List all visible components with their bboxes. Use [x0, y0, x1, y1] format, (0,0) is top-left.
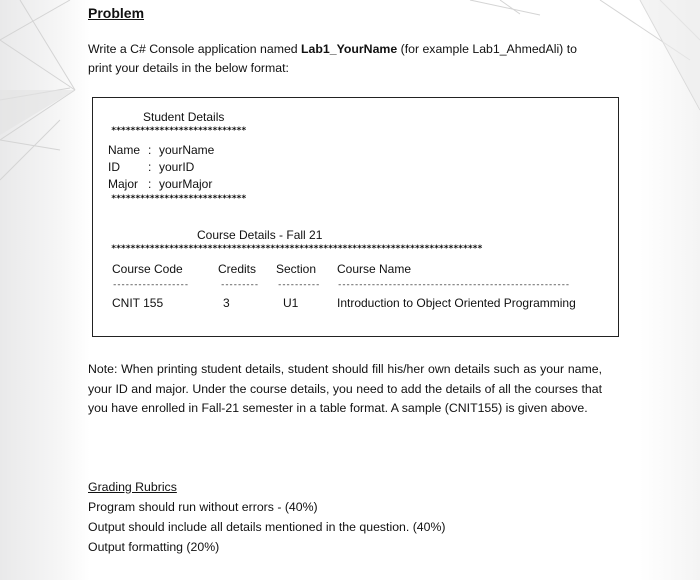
id-sep: : — [148, 160, 152, 174]
course-details-heading: Course Details - Fall 21 — [197, 228, 323, 242]
col-section: Section — [276, 262, 317, 276]
major-sep: : — [148, 177, 152, 191]
dash-section: ---------- — [277, 280, 320, 290]
major-value: yourMajor — [159, 177, 213, 191]
id-label: ID — [108, 160, 120, 174]
stars-divider-1: **************************** — [111, 126, 246, 136]
id-value: yourID — [159, 160, 195, 174]
row-section: U1 — [283, 296, 299, 310]
intro-suffix: (for example Lab1_AhmedAli) to — [397, 42, 577, 56]
rubric-item: Program should run without errors - (40%) — [88, 500, 318, 514]
intro-paragraph — [88, 40, 608, 78]
dash-course-name: ------------------------------------------------------- — [337, 280, 570, 290]
col-course-code: Course Code — [112, 262, 183, 276]
row-course-name: Introduction to Object Oriented Programming — [337, 296, 576, 310]
stars-divider-2: **************************** — [111, 194, 246, 204]
stars-divider-long: ***************************************************************************** — [111, 244, 483, 254]
major-label: Major — [108, 177, 139, 191]
col-credits: Credits — [218, 262, 257, 276]
note-paragraph: Note: When printing student details, student should fill his/her own details such as your name, your ID and major. Under the course details, you need to add the details of all the courses that you have enrolled in Fall-21 semester in a table format. A sample (CNIT155) is given above. — [88, 362, 602, 415]
row-credits: 3 — [223, 296, 230, 310]
console-output-box — [92, 97, 619, 337]
rubric-item: Output formatting (20%) — [88, 540, 220, 554]
name-value: yourName — [159, 143, 215, 157]
intro-line2: print your details in the below format: — [88, 61, 289, 75]
name-sep: : — [148, 143, 152, 157]
row-course-code: CNIT 155 — [112, 296, 164, 310]
rubric-item: Output should include all details mentioned in the question. (40%) — [88, 520, 446, 534]
student-details-heading: Student Details — [143, 110, 225, 124]
intro-prefix: Write a C# Console application named — [88, 42, 302, 56]
problem-title: Problem — [88, 5, 145, 21]
name-label: Name — [108, 143, 141, 157]
col-course-name: Course Name — [337, 262, 412, 276]
intro-project-name: Lab1_YourName — [301, 42, 398, 56]
grading-rubrics-title: Grading Rubrics — [88, 480, 177, 494]
dash-credits: --------- — [220, 280, 258, 290]
dash-course-code: ------------------ — [112, 280, 188, 290]
